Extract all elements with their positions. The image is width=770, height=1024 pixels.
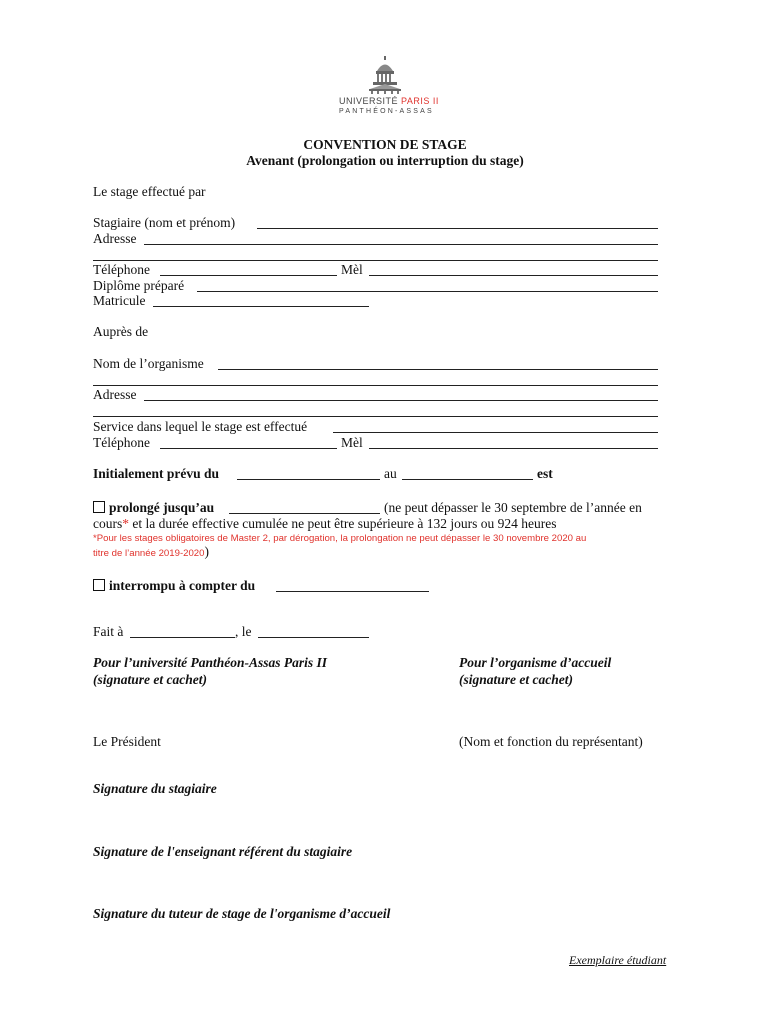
master2-note-line-1: *Pour les stages obligatoires de Master 2, par dérogation, la prolongation ne peut dépasser le 30 novembre 2020 au — [93, 533, 587, 544]
stagiaire-name-label: Stagiaire (nom et prénom) — [93, 215, 236, 230]
interrompu-date-field[interactable] — [276, 591, 429, 592]
org-signature-sub: (signature et cachet) — [459, 672, 573, 687]
enseignant-signature-label: Signature de l'enseignant référent du stagiaire — [93, 844, 353, 859]
univ-signature-sub: (signature et cachet) — [93, 672, 207, 687]
stagiaire-name-field[interactable] — [257, 228, 658, 229]
prolonge-date-field[interactable] — [229, 513, 380, 514]
president-label: Le Président — [93, 734, 161, 749]
organisme-name-field[interactable] — [218, 369, 658, 370]
pantheon-dome-icon — [365, 56, 405, 94]
organisme-service-field[interactable] — [333, 432, 658, 433]
organisme-mel-label: Mèl — [341, 435, 363, 450]
organisme-phone-field[interactable] — [160, 448, 337, 449]
stagiaire-diploma-field[interactable] — [197, 291, 658, 292]
organisme-address-field-2[interactable] — [93, 416, 658, 417]
fait-le-date-field[interactable] — [258, 637, 369, 638]
interrompu-option — [93, 578, 255, 594]
stagiaire-phone-field[interactable] — [160, 275, 337, 276]
document-title: CONVENTION DE STAGE — [303, 137, 467, 152]
representant-label: (Nom et fonction du représentant) — [459, 734, 643, 749]
prolonge-option — [93, 500, 214, 516]
org-signature-title: Pour l’organisme d’accueil — [459, 655, 612, 670]
initial-au-label: au — [384, 466, 397, 481]
organisme-address-label: Adresse — [93, 387, 137, 402]
logo-line-2: PANTHÉON-ASSAS — [339, 108, 434, 115]
initial-est-label: est — [537, 466, 553, 481]
fait-a-place-field[interactable] — [130, 637, 235, 638]
initial-end-field[interactable] — [402, 479, 533, 480]
stagiaire-phone-label: Téléphone — [93, 262, 150, 277]
fait-le-label: , le — [235, 624, 252, 639]
initial-start-field[interactable] — [237, 479, 380, 480]
organisme-service-label: Service dans lequel le stage est effectué — [93, 419, 308, 434]
prolonge-label: prolongé jusqu’au — [109, 500, 215, 515]
initial-label: Initialement prévu du — [93, 466, 220, 481]
organisme-mel-field[interactable] — [369, 448, 658, 449]
organisme-name-field-2[interactable] — [93, 385, 658, 386]
stagiaire-mel-label: Mèl — [341, 262, 363, 277]
stagiaire-diploma-label: Diplôme préparé — [93, 278, 185, 293]
asterisk: * — [122, 516, 129, 531]
stagiaire-address-field[interactable] — [144, 244, 658, 245]
stagiaire-address-field-2[interactable] — [93, 260, 658, 261]
stagiaire-matricule-label: Matricule — [93, 293, 146, 308]
aupres-de-text: Auprès de — [93, 324, 149, 339]
univ-signature-title: Pour l’université Panthéon-Assas Paris II — [93, 655, 328, 670]
organisme-phone-label: Téléphone — [93, 435, 150, 450]
interrompu-checkbox[interactable] — [93, 579, 105, 591]
prolonge-text-1: (ne peut dépasser le 30 septembre de l’année en — [384, 500, 642, 515]
stagiaire-signature-label: Signature du stagiaire — [93, 781, 217, 796]
university-logo — [330, 56, 440, 118]
logo-line-1: UNIVERSITÉ PARIS II — [339, 96, 439, 106]
organisme-address-field[interactable] — [144, 400, 658, 401]
stagiaire-address-label: Adresse — [93, 231, 137, 246]
master2-note-line-2: titre de l’année 2019-2020) — [93, 544, 209, 559]
fait-a-label: Fait à — [93, 624, 124, 639]
document-subtitle: Avenant (prolongation ou interruption du stage) — [246, 153, 524, 168]
organisme-name-label: Nom de l’organisme — [93, 356, 204, 371]
prolonge-text-2: cours* et la durée effective cumulée ne peut être supérieure à 132 jours ou 924 heures — [93, 516, 557, 531]
stagiaire-mel-field[interactable] — [369, 275, 658, 276]
copy-label: Exemplaire étudiant — [569, 953, 667, 967]
tuteur-signature-label: Signature du tuteur de stage de l'organisme d’accueil — [93, 906, 391, 921]
interrompu-label: interrompu à compter du — [109, 578, 256, 593]
stagiaire-matricule-field[interactable] — [153, 306, 369, 307]
intro-text: Le stage effectué par — [93, 184, 206, 199]
prolonge-checkbox[interactable] — [93, 501, 105, 513]
